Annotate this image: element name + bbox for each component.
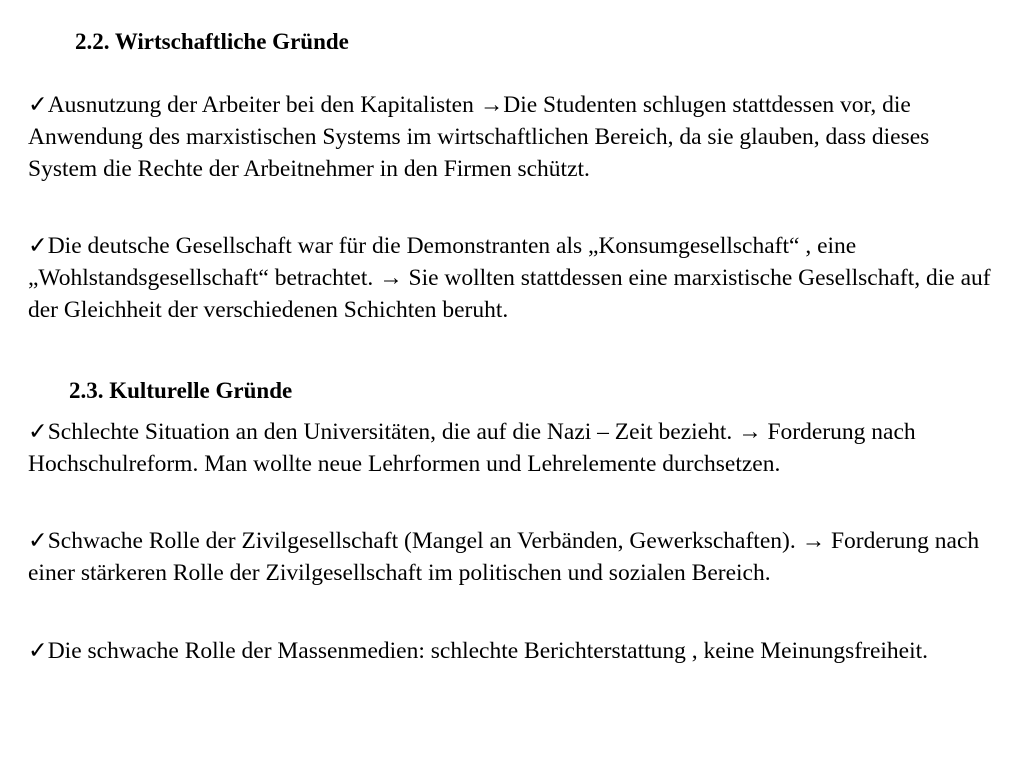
bullet-text-continuation: Forderung nach einer stärkeren Rolle der Zivilgesellschaft im politischen und sozialen Bereich. (28, 528, 980, 586)
bullet-text: Schlechte Situation an den Universitäten, die auf die Nazi – Zeit bezieht. (47, 419, 739, 445)
bullet-item (28, 230, 1003, 326)
bullet-text: Schwache Rolle der Zivilgesellschaft (Mangel an Verbänden, Gewerkschaften). (47, 528, 802, 554)
section-heading-kulturelle-gruende: 2.3. Kulturelle Gründe (69, 378, 293, 403)
arrow-right-icon: → (379, 265, 403, 291)
bullet-text-continuation: Die Studenten schlugen stattdessen vor, die Anwendung des marxistischen Systems im wirtschaftlichen Bereich, da sie glauben, dass dieses System die Rechte der Arbeitnehmer in den Firmen schützt. (28, 92, 930, 182)
arrow-right-icon: → (801, 528, 826, 554)
bullet-item (28, 525, 1003, 589)
bullet-item (28, 416, 1003, 480)
bullet-text: Die schwache Rolle der Massenmedien: schlechte Berichterstattung , keine Meinungsfreiheit. (47, 638, 929, 664)
bullet-text: Die deutsche Gesellschaft war für die Demonstranten als „Konsumgesellschaft“ , eine „Wohlstandsgesellschaft“ betrachtet. (28, 233, 857, 291)
bullet-text-continuation: Forderung nach Hochschulreform. Man wollte neue Lehrformen und Lehrelemente durchsetzen. (28, 419, 916, 477)
bullet-text: Ausnutzung der Arbeiter bei den Kapitalisten (47, 92, 480, 118)
arrow-right-icon: → (738, 419, 762, 445)
section-heading-wirtschaftliche-gruende: 2.2. Wirtschaftliche Gründe (75, 29, 349, 54)
checkmark-icon: ✓ (28, 638, 48, 664)
checkmark-icon: ✓ (28, 233, 48, 259)
bullet-item (28, 89, 1003, 185)
checkmark-icon: ✓ (28, 92, 48, 118)
bullet-text-continuation: Sie wollten stattdessen eine marxistische Gesellschaft, die auf der Gleichheit der verschiedenen Schichten beruht. (28, 265, 991, 323)
bullet-item (28, 635, 1003, 667)
checkmark-icon: ✓ (28, 419, 48, 445)
arrow-right-icon: → (479, 92, 504, 118)
checkmark-icon: ✓ (28, 528, 48, 554)
